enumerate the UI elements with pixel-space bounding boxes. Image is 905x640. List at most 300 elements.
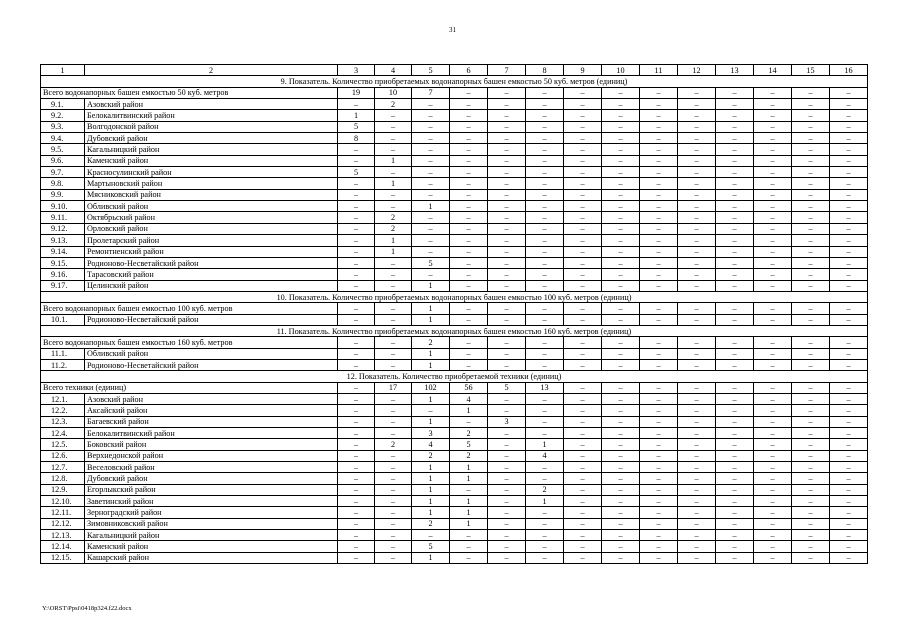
value-cell: – — [640, 167, 678, 178]
value-cell: – — [450, 155, 488, 166]
row-number: 11.2. — [41, 359, 85, 370]
value-cell: 1 — [412, 462, 450, 473]
value-cell: – — [338, 359, 375, 370]
value-cell: – — [488, 359, 526, 370]
row-number: 9.3. — [41, 121, 85, 132]
value-cell: – — [678, 99, 716, 110]
value-cell: – — [450, 178, 488, 189]
value-cell: – — [412, 144, 450, 155]
value-cell: – — [716, 201, 754, 212]
row-number: 12.13. — [41, 530, 85, 541]
value-cell: 13 — [526, 382, 564, 393]
table-row — [41, 121, 868, 132]
value-cell: 1 — [450, 462, 488, 473]
value-cell: – — [338, 382, 375, 393]
table-row — [41, 530, 868, 541]
table-row — [41, 473, 868, 484]
value-cell: – — [830, 269, 868, 280]
value-cell: – — [678, 382, 716, 393]
value-cell: – — [450, 359, 488, 370]
value-cell: – — [830, 189, 868, 200]
section-title: 10. Показатель. Количество приобретаемых водонапорных башен емкостью 100 куб. метров (единиц) — [41, 291, 868, 302]
value-cell: – — [338, 473, 375, 484]
value-cell: – — [564, 246, 602, 257]
value-cell: – — [830, 530, 868, 541]
value-cell: – — [678, 257, 716, 268]
value-cell: – — [678, 428, 716, 439]
district-name: Белокалитвинский район — [85, 428, 338, 439]
value-cell: – — [338, 462, 375, 473]
value-cell: – — [602, 99, 640, 110]
value-cell: – — [564, 382, 602, 393]
value-cell: – — [338, 450, 375, 461]
value-cell: – — [375, 484, 412, 495]
value-cell: – — [338, 348, 375, 359]
value-cell: 3 — [412, 428, 450, 439]
value-cell: – — [716, 257, 754, 268]
value-cell: – — [754, 246, 792, 257]
value-cell: – — [526, 393, 564, 404]
value-cell: – — [678, 484, 716, 495]
value-cell: – — [602, 382, 640, 393]
value-cell: – — [526, 462, 564, 473]
value-cell: – — [375, 416, 412, 427]
value-cell: – — [754, 473, 792, 484]
value-cell: – — [640, 518, 678, 529]
value-cell: – — [754, 178, 792, 189]
value-cell: – — [754, 280, 792, 291]
value-cell: – — [716, 473, 754, 484]
value-cell: – — [488, 201, 526, 212]
value-cell: – — [526, 428, 564, 439]
value-cell: – — [640, 257, 678, 268]
district-name: Аксайский район — [85, 405, 338, 416]
value-cell: – — [564, 507, 602, 518]
value-cell: – — [375, 541, 412, 552]
value-cell: – — [678, 507, 716, 518]
value-cell: – — [375, 110, 412, 121]
value-cell: – — [754, 257, 792, 268]
value-cell: – — [678, 110, 716, 121]
value-cell: – — [450, 303, 488, 314]
value-cell: – — [526, 257, 564, 268]
column-number-cell: 14 — [754, 65, 792, 76]
value-cell: 1 — [412, 280, 450, 291]
value-cell: – — [640, 133, 678, 144]
value-cell: – — [792, 541, 830, 552]
value-cell: – — [716, 223, 754, 234]
district-name: Зимовниковский район — [85, 518, 338, 529]
value-cell: – — [375, 348, 412, 359]
value-cell: – — [564, 201, 602, 212]
value-cell: – — [526, 87, 564, 98]
value-cell: – — [564, 518, 602, 529]
value-cell: – — [716, 382, 754, 393]
row-number: 9.15. — [41, 257, 85, 268]
value-cell: – — [488, 280, 526, 291]
value-cell: – — [488, 439, 526, 450]
value-cell: – — [640, 201, 678, 212]
value-cell: – — [640, 462, 678, 473]
value-cell: 8 — [338, 133, 375, 144]
value-cell: – — [640, 303, 678, 314]
value-cell: – — [716, 303, 754, 314]
value-cell: 1 — [412, 348, 450, 359]
value-cell: – — [488, 530, 526, 541]
value-cell: – — [830, 439, 868, 450]
value-cell: – — [754, 462, 792, 473]
table-row — [41, 348, 868, 359]
value-cell: – — [678, 246, 716, 257]
value-cell: 1 — [412, 393, 450, 404]
value-cell: – — [602, 246, 640, 257]
value-cell: – — [526, 416, 564, 427]
value-cell: – — [450, 167, 488, 178]
value-cell: 1 — [450, 496, 488, 507]
value-cell: – — [526, 155, 564, 166]
value-cell: – — [338, 393, 375, 404]
district-name: Обливский район — [85, 348, 338, 359]
value-cell: – — [564, 133, 602, 144]
value-cell: – — [338, 235, 375, 246]
value-cell: – — [716, 428, 754, 439]
table-row — [41, 484, 868, 495]
value-cell: – — [450, 133, 488, 144]
value-cell: – — [792, 269, 830, 280]
value-cell: – — [564, 439, 602, 450]
value-cell: – — [678, 552, 716, 563]
district-name: Дубовский район — [85, 473, 338, 484]
value-cell: – — [716, 246, 754, 257]
value-cell: – — [640, 359, 678, 370]
value-cell: – — [754, 155, 792, 166]
value-cell: – — [602, 235, 640, 246]
district-name: Каменский район — [85, 541, 338, 552]
value-cell: – — [830, 393, 868, 404]
value-cell: – — [640, 541, 678, 552]
value-cell: – — [526, 280, 564, 291]
district-name: Багаевский район — [85, 416, 338, 427]
value-cell: – — [678, 223, 716, 234]
row-number: 9.6. — [41, 155, 85, 166]
value-cell: – — [375, 405, 412, 416]
value-cell: – — [450, 269, 488, 280]
value-cell: – — [716, 359, 754, 370]
table-row — [41, 223, 868, 234]
value-cell: – — [640, 382, 678, 393]
value-cell: – — [602, 223, 640, 234]
value-cell: 4 — [450, 393, 488, 404]
value-cell: – — [488, 144, 526, 155]
value-cell: – — [338, 246, 375, 257]
value-cell: 1 — [412, 416, 450, 427]
value-cell: – — [375, 144, 412, 155]
row-number: 9.14. — [41, 246, 85, 257]
value-cell: – — [602, 405, 640, 416]
value-cell: – — [640, 223, 678, 234]
value-cell: – — [602, 110, 640, 121]
value-cell: – — [564, 348, 602, 359]
value-cell: – — [678, 155, 716, 166]
value-cell: – — [488, 235, 526, 246]
value-cell: 2 — [375, 99, 412, 110]
district-name: Целинский район — [85, 280, 338, 291]
value-cell: – — [754, 167, 792, 178]
value-cell: – — [526, 541, 564, 552]
row-number: 9.9. — [41, 189, 85, 200]
value-cell: – — [526, 144, 564, 155]
value-cell: – — [830, 382, 868, 393]
row-number: 9.13. — [41, 235, 85, 246]
district-name: Октябрьский район — [85, 212, 338, 223]
column-number-cell: 8 — [526, 65, 564, 76]
value-cell: – — [754, 530, 792, 541]
value-cell: 19 — [338, 87, 375, 98]
value-cell: 1 — [450, 405, 488, 416]
value-cell: – — [338, 405, 375, 416]
value-cell: 1 — [412, 303, 450, 314]
value-cell: – — [450, 280, 488, 291]
footer-file-path: Y:\ORST\Ppsi\0418p324.f22.docx — [42, 605, 132, 612]
value-cell: – — [792, 189, 830, 200]
value-cell: – — [526, 201, 564, 212]
value-cell: – — [754, 484, 792, 495]
value-cell: – — [338, 257, 375, 268]
value-cell: 102 — [412, 382, 450, 393]
value-cell: – — [375, 507, 412, 518]
value-cell: – — [338, 303, 375, 314]
district-name: Дубовский район — [85, 133, 338, 144]
value-cell: – — [338, 541, 375, 552]
value-cell: 1 — [375, 246, 412, 257]
value-cell: – — [640, 473, 678, 484]
value-cell: – — [338, 337, 375, 348]
value-cell: – — [564, 121, 602, 132]
value-cell: – — [488, 541, 526, 552]
value-cell: – — [602, 416, 640, 427]
value-cell: 1 — [412, 314, 450, 325]
value-cell: – — [792, 450, 830, 461]
district-name: Егорлыкский район — [85, 484, 338, 495]
value-cell: – — [564, 178, 602, 189]
value-cell: – — [564, 269, 602, 280]
value-cell: – — [792, 428, 830, 439]
value-cell: – — [754, 235, 792, 246]
value-cell: – — [830, 541, 868, 552]
value-cell: – — [754, 133, 792, 144]
value-cell: – — [754, 428, 792, 439]
value-cell: – — [716, 439, 754, 450]
district-name: Азовский район — [85, 99, 338, 110]
value-cell: – — [564, 144, 602, 155]
value-cell: – — [792, 359, 830, 370]
row-number: 12.8. — [41, 473, 85, 484]
value-cell: – — [338, 530, 375, 541]
value-cell: – — [450, 314, 488, 325]
value-cell: – — [450, 189, 488, 200]
column-number-cell: 7 — [488, 65, 526, 76]
value-cell: – — [678, 121, 716, 132]
value-cell: – — [792, 484, 830, 495]
value-cell: – — [450, 348, 488, 359]
value-cell: – — [678, 462, 716, 473]
district-name: Кашарский район — [85, 552, 338, 563]
value-cell: – — [602, 530, 640, 541]
value-cell: – — [564, 235, 602, 246]
value-cell: – — [792, 507, 830, 518]
value-cell: – — [602, 167, 640, 178]
value-cell: – — [488, 110, 526, 121]
value-cell: – — [640, 450, 678, 461]
row-number: 10.1. — [41, 314, 85, 325]
value-cell: – — [716, 280, 754, 291]
value-cell: – — [564, 99, 602, 110]
value-cell: – — [412, 99, 450, 110]
value-cell: – — [678, 541, 716, 552]
value-cell: – — [602, 541, 640, 552]
value-cell: – — [716, 99, 754, 110]
value-cell: – — [526, 246, 564, 257]
value-cell: – — [678, 235, 716, 246]
value-cell: – — [678, 530, 716, 541]
district-name: Каменский район — [85, 155, 338, 166]
value-cell: – — [526, 473, 564, 484]
table-row — [41, 155, 868, 166]
value-cell: – — [338, 280, 375, 291]
value-cell: – — [526, 314, 564, 325]
value-cell: – — [450, 201, 488, 212]
value-cell: – — [488, 462, 526, 473]
value-cell: – — [792, 473, 830, 484]
value-cell: – — [526, 133, 564, 144]
value-cell: – — [602, 518, 640, 529]
column-number-cell: 10 — [602, 65, 640, 76]
value-cell: – — [602, 428, 640, 439]
value-cell: 2 — [450, 428, 488, 439]
value-cell: – — [412, 167, 450, 178]
value-cell: – — [338, 178, 375, 189]
value-cell: – — [450, 484, 488, 495]
value-cell: – — [830, 121, 868, 132]
value-cell: – — [564, 314, 602, 325]
value-cell: – — [754, 348, 792, 359]
value-cell: – — [830, 405, 868, 416]
value-cell: – — [754, 416, 792, 427]
value-cell: – — [830, 223, 868, 234]
value-cell: – — [564, 405, 602, 416]
table-row — [41, 110, 868, 121]
value-cell: – — [792, 110, 830, 121]
value-cell: – — [754, 121, 792, 132]
value-cell: – — [375, 473, 412, 484]
district-name: Родионово-Несветайский район — [85, 257, 338, 268]
value-cell: – — [412, 133, 450, 144]
value-cell: – — [375, 496, 412, 507]
value-cell: – — [640, 144, 678, 155]
row-number: 12.11. — [41, 507, 85, 518]
value-cell: – — [338, 507, 375, 518]
value-cell: – — [640, 155, 678, 166]
value-cell: – — [488, 303, 526, 314]
table-row — [41, 507, 868, 518]
value-cell: – — [450, 223, 488, 234]
value-cell: – — [678, 269, 716, 280]
value-cell: – — [338, 496, 375, 507]
value-cell: 7 — [412, 87, 450, 98]
value-cell: – — [564, 416, 602, 427]
value-cell: – — [338, 416, 375, 427]
value-cell: 1 — [375, 178, 412, 189]
total-row — [41, 87, 868, 98]
row-number: 12.14. — [41, 541, 85, 552]
district-name: Боковский район — [85, 439, 338, 450]
value-cell: – — [526, 189, 564, 200]
column-number-cell: 11 — [640, 65, 678, 76]
value-cell: – — [488, 518, 526, 529]
table-row — [41, 189, 868, 200]
value-cell: – — [716, 541, 754, 552]
value-cell: – — [488, 155, 526, 166]
value-cell: – — [830, 87, 868, 98]
value-cell: – — [792, 348, 830, 359]
column-number-cell: 13 — [716, 65, 754, 76]
value-cell: – — [564, 393, 602, 404]
column-number-cell: 12 — [678, 65, 716, 76]
value-cell: – — [640, 246, 678, 257]
value-cell: – — [375, 359, 412, 370]
value-cell: – — [526, 552, 564, 563]
district-name: Мясниковский район — [85, 189, 338, 200]
value-cell: – — [375, 450, 412, 461]
value-cell: – — [830, 462, 868, 473]
value-cell: – — [412, 235, 450, 246]
value-cell: – — [792, 212, 830, 223]
district-name: Белокалитвинский район — [85, 110, 338, 121]
value-cell: – — [564, 280, 602, 291]
value-cell: – — [678, 201, 716, 212]
value-cell: – — [640, 280, 678, 291]
value-cell: – — [526, 167, 564, 178]
column-number-cell: 9 — [564, 65, 602, 76]
value-cell: – — [526, 518, 564, 529]
table-row — [41, 552, 868, 563]
value-cell: – — [526, 121, 564, 132]
value-cell: – — [338, 99, 375, 110]
district-name: Верхнедонской район — [85, 450, 338, 461]
value-cell: – — [375, 257, 412, 268]
indicator-table — [40, 64, 868, 564]
value-cell: – — [602, 280, 640, 291]
value-cell: – — [602, 178, 640, 189]
value-cell: – — [678, 359, 716, 370]
value-cell: – — [488, 348, 526, 359]
total-label: Всего водонапорных башен емкостью 100 куб. метров — [41, 303, 338, 314]
value-cell: – — [792, 382, 830, 393]
total-row — [41, 337, 868, 348]
value-cell: – — [716, 167, 754, 178]
total-row — [41, 303, 868, 314]
value-cell: – — [792, 246, 830, 257]
value-cell: – — [602, 439, 640, 450]
value-cell: 1 — [450, 507, 488, 518]
district-name: Родионово-Несветайский район — [85, 359, 338, 370]
value-cell: – — [526, 359, 564, 370]
value-cell: – — [412, 530, 450, 541]
value-cell: – — [830, 428, 868, 439]
value-cell: – — [640, 99, 678, 110]
value-cell: – — [830, 314, 868, 325]
value-cell: – — [830, 280, 868, 291]
